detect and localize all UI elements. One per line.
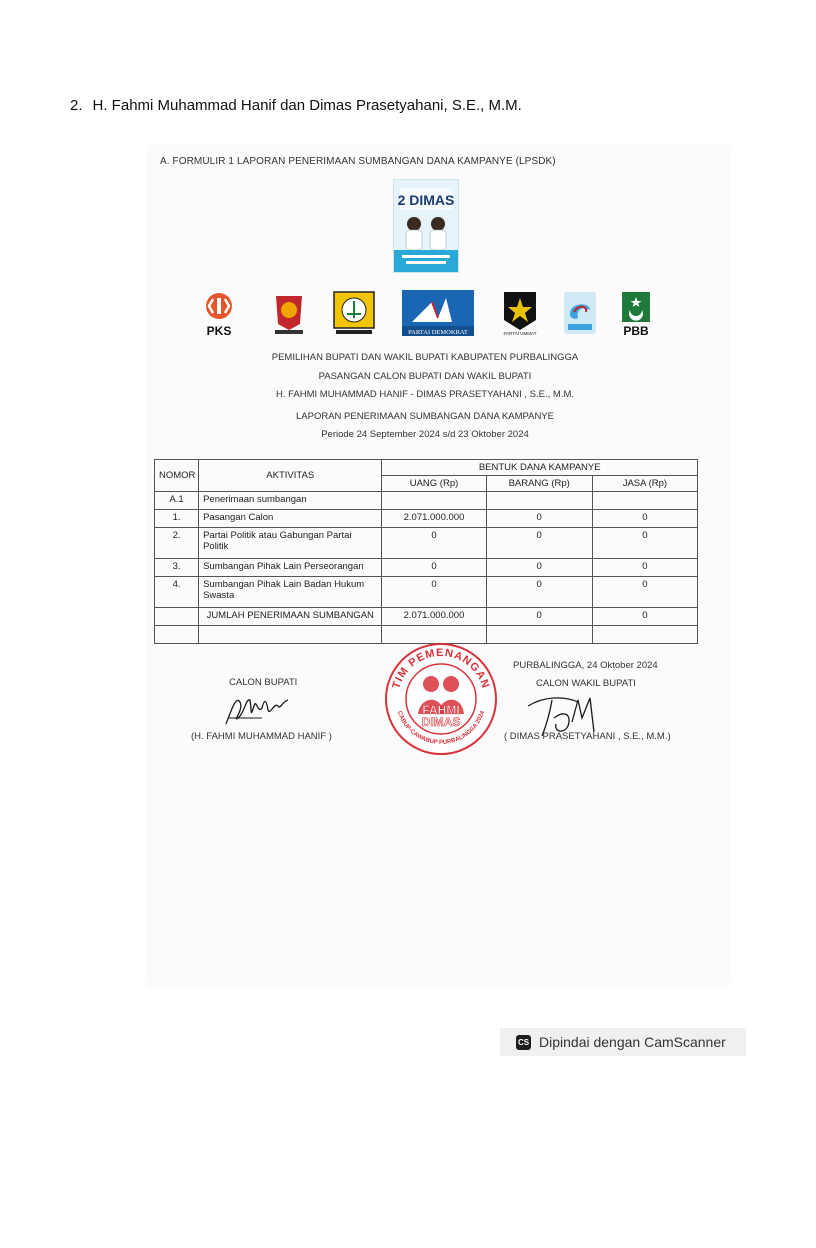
- total-row: [155, 608, 698, 626]
- total-number: [155, 608, 199, 626]
- place-date: PURBALINGGA, 24 Oktober 2024: [513, 660, 658, 671]
- total-uang: 2.071.000.000: [382, 608, 486, 626]
- camscanner-watermark: [500, 1028, 746, 1056]
- row-uang: [382, 492, 486, 510]
- ummat-logo: [500, 290, 540, 341]
- stamp-name-1: FAHMI: [422, 703, 460, 717]
- report-title: LAPORAN PENERIMAAN SUMBANGAN DANA KAMPANYE: [296, 411, 554, 422]
- row-number: A.1: [155, 492, 199, 510]
- total-label: JUMLAH PENERIMAAN SUMBANGAN: [199, 608, 382, 626]
- gelora-logo: [562, 290, 598, 341]
- col-header-nomor: NOMOR: [155, 460, 199, 492]
- total-jasa: 0: [592, 608, 697, 626]
- row-activity: Sumbangan Pihak Lain Badan Hukum Swasta: [199, 577, 382, 608]
- row-uang: 0: [382, 577, 486, 608]
- pks-label: PKS: [206, 324, 232, 338]
- row-number: 4.: [155, 577, 199, 608]
- row-number: 1.: [155, 510, 199, 528]
- col-header-aktivitas: AKTIVITAS: [199, 460, 382, 492]
- row-jasa: [592, 492, 697, 510]
- right-signer-title: CALON WAKIL BUPATI: [536, 678, 636, 689]
- row-barang: [486, 492, 592, 510]
- col-header-uang: UANG (Rp): [382, 476, 486, 492]
- row-activity: Partai Politik atau Gabungan Partai Politik: [199, 528, 382, 559]
- row-barang: 0: [486, 559, 592, 577]
- empty-row: [155, 626, 698, 644]
- row-uang: 0: [382, 559, 486, 577]
- section-title: H. Fahmi Muhammad Hanif dan Dimas Prasetyahani, S.E., M.M.: [92, 97, 522, 114]
- row-uang: 2.071.000.000: [382, 510, 486, 528]
- row-jasa: 0: [592, 510, 697, 528]
- party-logos: [200, 290, 655, 340]
- row-barang: 0: [486, 577, 592, 608]
- section-number: 2.: [70, 97, 83, 114]
- left-signer-name: (H. FAHMI MUHAMMAD HANIF ): [191, 731, 332, 742]
- campaign-poster: [393, 179, 459, 273]
- stamp-top-text: TIM PEMENANGAN: [390, 646, 492, 691]
- row-barang: 0: [486, 528, 592, 559]
- campaign-poster-image: [394, 180, 458, 272]
- form-title: A. FORMULIR 1 LAPORAN PENERIMAAN SUMBANGAN DANA KAMPANYE (LPSDK): [160, 156, 556, 167]
- col-header-barang: BARANG (Rp): [486, 476, 592, 492]
- report-period: Periode 24 September 2024 s/d 23 Oktober 2024: [321, 429, 529, 440]
- row-number: 3.: [155, 559, 199, 577]
- header-line-1: PEMILIHAN BUPATI DAN WAKIL BUPATI KABUPATEN PURBALINGGA: [271, 352, 579, 363]
- row-jasa: 0: [592, 577, 697, 608]
- table-row: [155, 510, 698, 528]
- table-row: [155, 528, 698, 559]
- header-line-2: PASANGAN CALON BUPATI DAN WAKIL BUPATI: [318, 371, 532, 382]
- col-header-jasa: JASA (Rp): [592, 476, 697, 492]
- table-row: [155, 577, 698, 608]
- poster-title: 2 DIMAS: [397, 192, 455, 208]
- stamp-name-2: DIMAS: [421, 715, 461, 729]
- row-jasa: 0: [592, 528, 697, 559]
- table-row: [155, 492, 698, 510]
- gerindra-logo: [270, 290, 308, 341]
- stamp-bottom-text: CABUP-CAWABUP PURBALINGGA 2024: [395, 710, 487, 747]
- left-signer-title: CALON BUPATI: [229, 677, 298, 688]
- header-line-3: H. FAHMI MUHAMMAD HANIF - DIMAS PRASETYAHANI , S.E., M.M.: [275, 389, 575, 400]
- golkar-logo: [332, 290, 376, 341]
- ummat-label: PARTAI UMMAT: [503, 331, 537, 336]
- row-barang: 0: [486, 510, 592, 528]
- section-heading: [70, 97, 522, 114]
- row-activity: Sumbangan Pihak Lain Perseorangan: [199, 559, 382, 577]
- left-signature: [222, 688, 292, 730]
- demokrat-label: PARTAI DEMOKRAT: [408, 329, 468, 336]
- pbb-logo: [618, 290, 654, 343]
- pbb-label: PBB: [623, 324, 649, 338]
- total-barang: 0: [486, 608, 592, 626]
- row-uang: 0: [382, 528, 486, 559]
- right-signer-name: ( DIMAS PRASETYAHANI , S.E., M.M.): [504, 731, 671, 742]
- campaign-team-stamp: [384, 642, 498, 756]
- col-header-bentuk: BENTUK DANA KAMPANYE: [382, 460, 698, 476]
- camscanner-text: Dipindai dengan CamScanner: [539, 1034, 726, 1050]
- pks-logo: [200, 290, 238, 343]
- row-activity: Penerimaan sumbangan: [199, 492, 382, 510]
- row-activity: Pasangan Calon: [199, 510, 382, 528]
- row-number: 2.: [155, 528, 199, 559]
- table-row: [155, 559, 698, 577]
- demokrat-logo: [402, 290, 474, 341]
- camscanner-icon: CS: [516, 1035, 531, 1050]
- row-jasa: 0: [592, 559, 697, 577]
- contribution-table: [154, 459, 698, 644]
